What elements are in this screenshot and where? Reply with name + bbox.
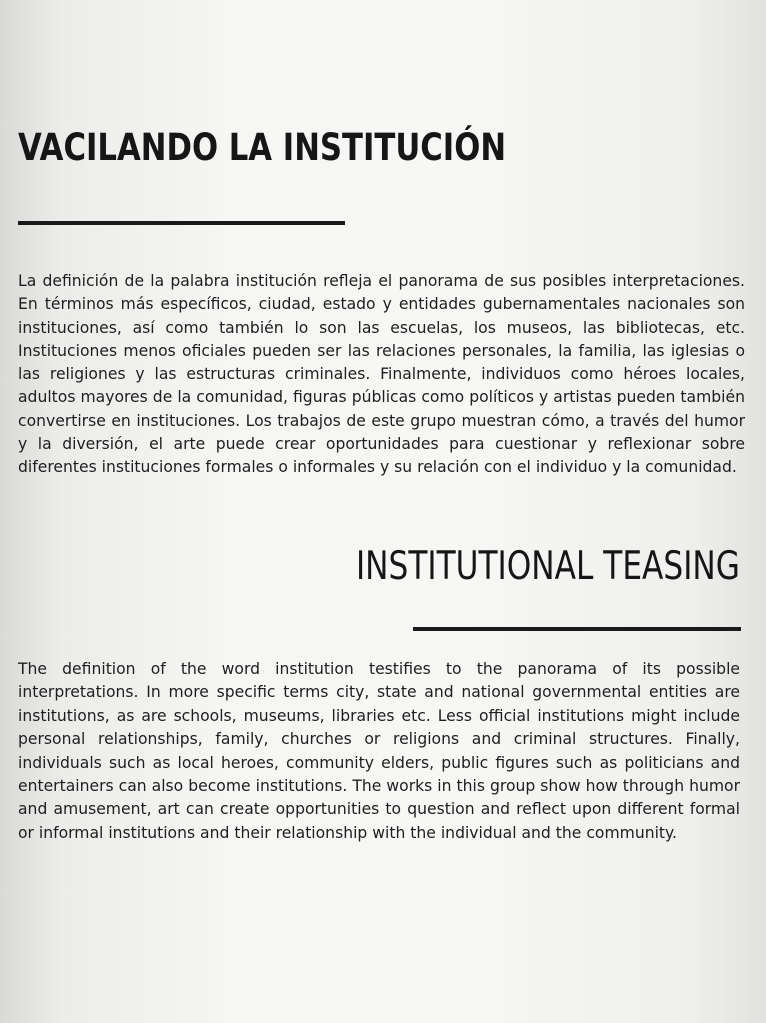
english-body-text: The definition of the word institution testifies to the panorama of its possible interpretations. In more specific terms city, state and national governmental entities are institutions, as are schools, museums, libraries etc. Less official institutions might include personal relationships, family, churches or religions and criminal structures. Finally, individuals such as local heroes, community elders, public figures such as politicians and entertainers can also become institutions. The works in this group show how through humor and amusement, art can create opportunities to question and reflect upon different formal or informal institutions and their relationship with the individual and the community. [18,660,740,842]
spanish-title: VACILANDO LA INSTITUCIÓN [18,126,507,169]
english-title-underline [413,627,741,631]
spanish-title-underline [18,221,345,225]
spanish-body-text: La definición de la palabra institución refleja el panorama de sus posibles interpretaciones. En términos más específicos, ciudad, estado y entidades gubernamentales nacionales son instituciones, así como también lo son las escuelas, los museos, las bibliotecas, etc. Instituciones menos oficiales pueden ser las relaciones personales, la familia, las iglesias o las religiones y las estructuras criminales. Finalmente, individuos como héroes locales, adultos mayores de la comunidad, figuras públicas como políticos y artistas pueden también convertirse en instituciones. Los trabajos de este grupo muestran cómo, a través del humor y la diversión, el arte puede crear oportunidades para cuestionar y reflexionar sobre diferentes instituciones formales o informales y su relación con el individuo y la comunidad. [18,272,745,477]
english-title: INSTITUTIONAL TEASING [356,544,740,589]
